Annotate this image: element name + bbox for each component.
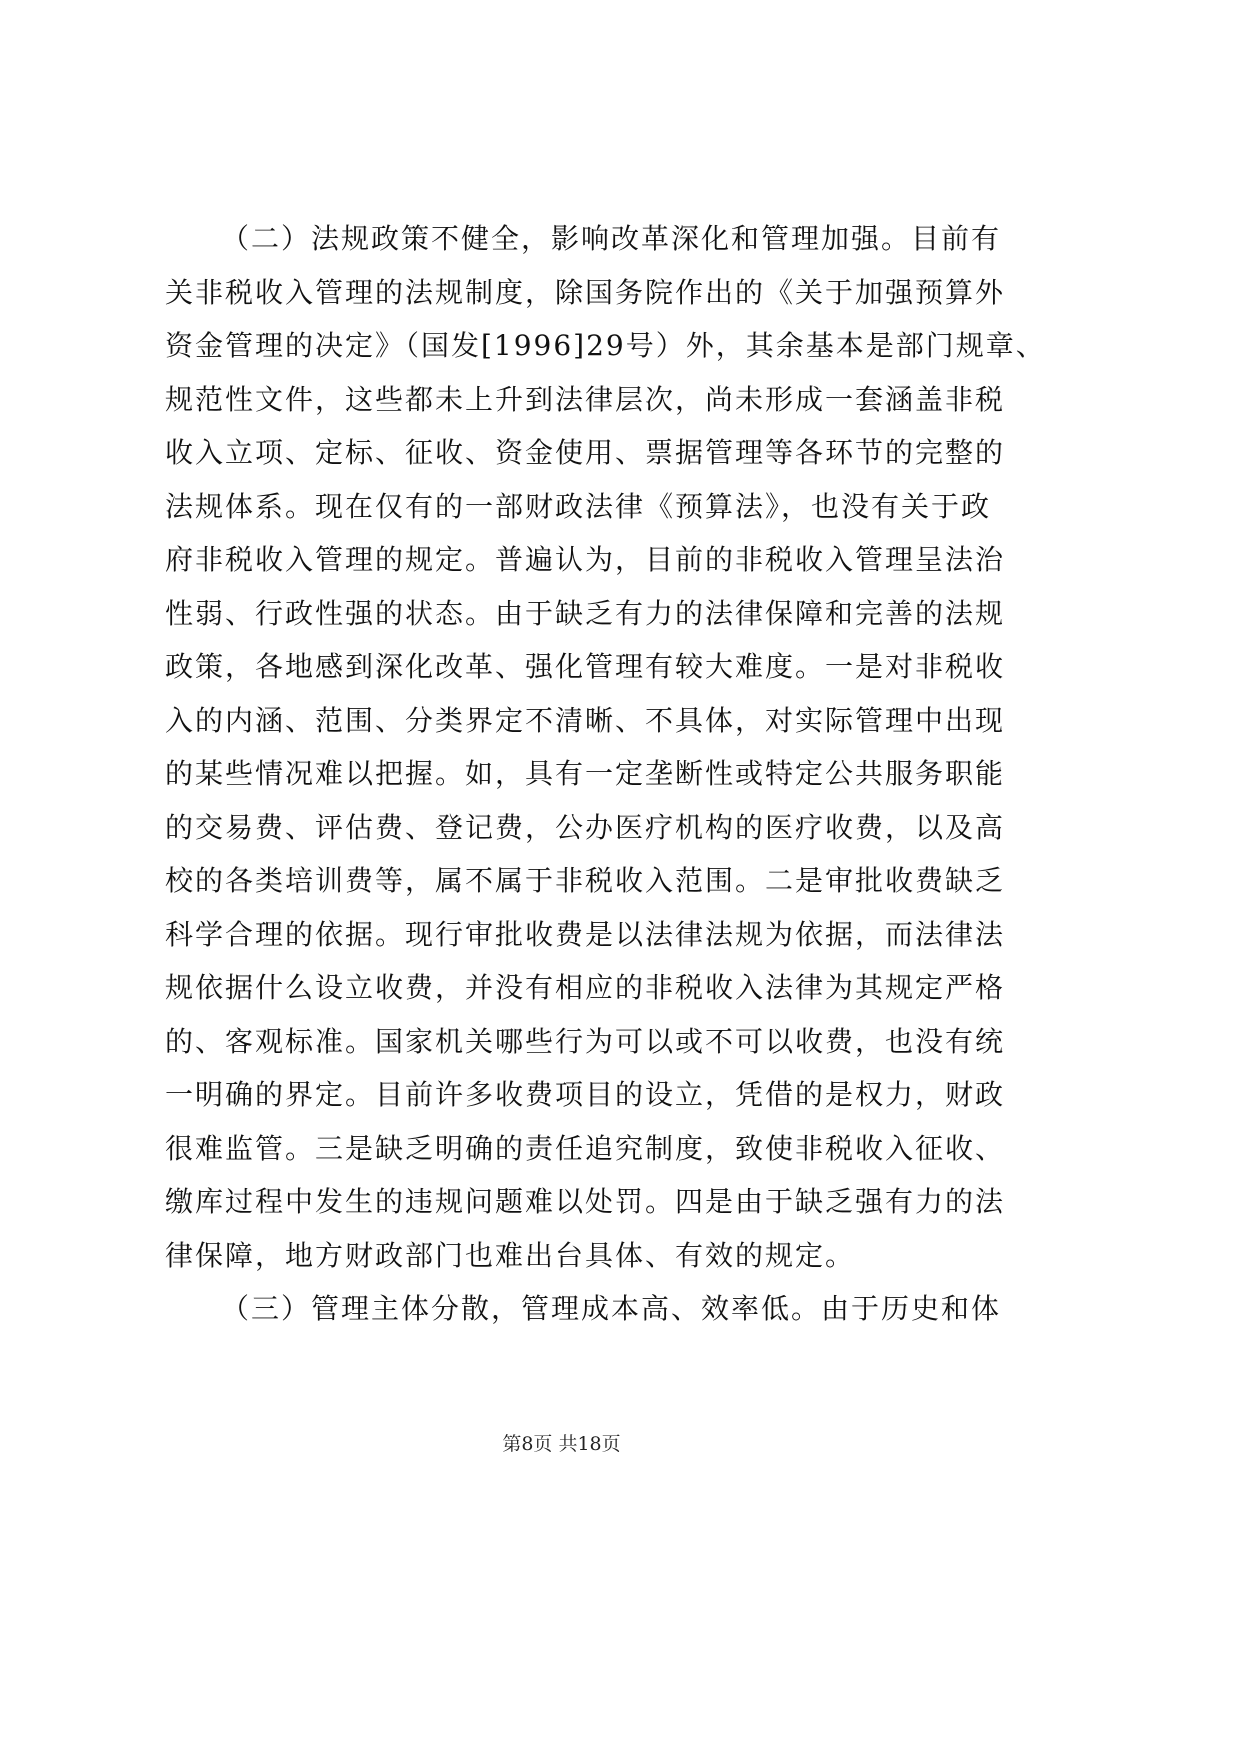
paragraph-line: 的交易费、评估费、登记费，公办医疗机构的医疗收费，以及高 bbox=[165, 810, 1006, 844]
paragraph-line: 规依据什么设立收费，并没有相应的非税收入法律为其规定严格 bbox=[165, 971, 1006, 1004]
paragraph-line: 校的各类培训费等，属不属于非税收入范围。二是审批收费缺乏 bbox=[165, 864, 1006, 897]
paragraph-line: （二）法规政策不健全，影响改革深化和管理加强。目前有 bbox=[221, 222, 1002, 255]
paragraph-line: 一明确的界定。目前许多收费项目的设立，凭借的是权力，财政 bbox=[165, 1078, 1006, 1111]
paragraph-line: 资金管理的决定》（国发[1996]29号）外，其余基本是部门规章、 bbox=[165, 329, 1046, 362]
paragraph-line: 规范性文件，这些都未上升到法律层次，尚未形成一套涵盖非税 bbox=[165, 382, 1006, 416]
paragraph-line: 很难监管。三是缺乏明确的责任追究制度，致使非税收入征收、 bbox=[165, 1131, 1006, 1165]
paragraph-line: 入的内涵、范围、分类界定不清晰、不具体，对实际管理中出现 bbox=[165, 703, 1006, 737]
paragraph-line: 的某些情况难以把握。如，具有一定垄断性或特定公共服务职能 bbox=[165, 757, 1006, 790]
body-text bbox=[165, 212, 1046, 1336]
paragraph-line: 科学合理的依据。现行审批收费是以法律法规为依据，而法律法 bbox=[165, 917, 1006, 951]
page-number-footer: 第8页 共18页 bbox=[502, 1433, 621, 1455]
paragraph-line: 法规体系。现在仅有的一部财政法律《预算法》，也没有关于政 bbox=[165, 489, 992, 523]
paragraph-line: 收入立项、定标、征收、资金使用、票据管理等各环节的完整的 bbox=[165, 436, 1006, 469]
paragraph-line: 政策，各地感到深化改革、强化管理有较大难度。一是对非税收 bbox=[165, 650, 1006, 683]
paragraph-line: 缴库过程中发生的违规问题难以处罚。四是由于缺乏强有力的法 bbox=[165, 1185, 1006, 1218]
paragraph-line: 律保障，地方财政部门也难出台具体、有效的规定。 bbox=[165, 1238, 856, 1272]
paragraph-line: （三）管理主体分散，管理成本高、效率低。由于历史和体 bbox=[221, 1292, 1002, 1325]
paragraph-line: 府非税收入管理的规定。普遍认为，目前的非税收入管理呈法治 bbox=[165, 543, 1006, 576]
paragraph-line: 的、客观标准。国家机关哪些行为可以或不可以收费，也没有统 bbox=[165, 1024, 1006, 1058]
paragraph-line: 关非税收入管理的法规制度，除国务院作出的《关于加强预算外 bbox=[165, 275, 1006, 309]
paragraph-line: 性弱、行政性强的状态。由于缺乏有力的法律保障和完善的法规 bbox=[165, 596, 1006, 630]
